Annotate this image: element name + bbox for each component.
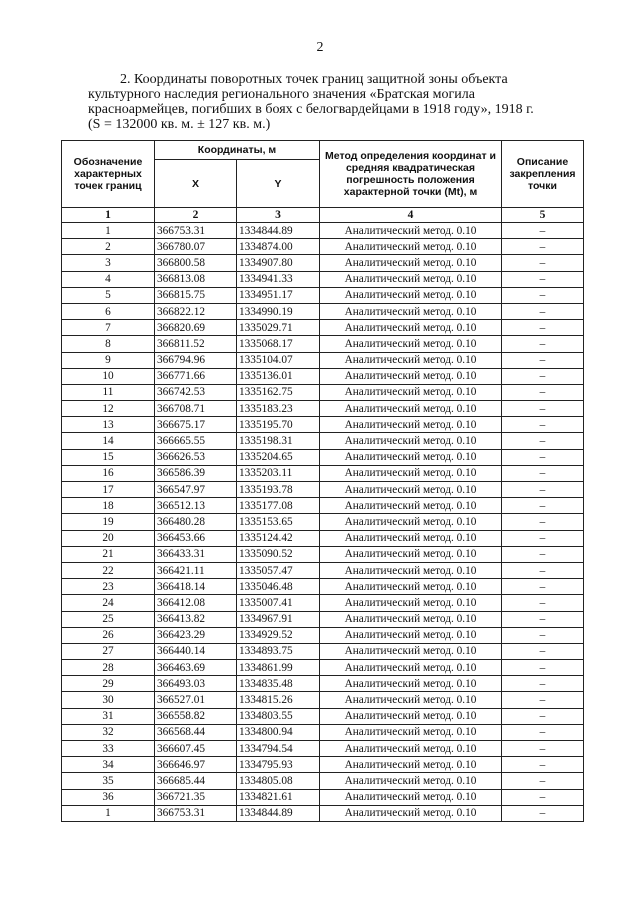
point-number-cell: 6 [62,303,155,319]
description-cell: – [502,660,584,676]
x-coordinate-cell: 366626.53 [155,449,237,465]
table-row [62,514,584,530]
method-cell: Аналитический метод. 0.10 [320,482,502,498]
table-row [62,498,584,514]
point-number-cell: 10 [62,368,155,384]
description-cell: – [502,805,584,821]
y-coordinate-cell: 1334821.61 [237,789,320,805]
description-cell: – [502,287,584,303]
method-cell: Аналитический метод. 0.10 [320,676,502,692]
y-coordinate-cell: 1334951.17 [237,287,320,303]
method-cell: Аналитический метод. 0.10 [320,449,502,465]
x-coordinate-cell: 366675.17 [155,417,237,433]
table-row [62,352,584,368]
point-number-cell: 8 [62,336,155,352]
point-number-cell: 16 [62,465,155,481]
table-row [62,384,584,400]
column-number: 2 [155,208,237,223]
table-row [62,757,584,773]
description-cell: – [502,239,584,255]
y-header: Y [237,160,320,208]
x-coordinate-cell: 366607.45 [155,741,237,757]
table-row [62,692,584,708]
y-coordinate-cell: 1335193.78 [237,482,320,498]
y-coordinate-cell: 1334929.52 [237,627,320,643]
method-cell: Аналитический метод. 0.10 [320,546,502,562]
point-number-cell: 7 [62,320,155,336]
table-row [62,401,584,417]
header-row-top [62,141,584,160]
table-row [62,789,584,805]
x-coordinate-cell: 366811.52 [155,336,237,352]
point-number-cell: 34 [62,757,155,773]
description-cell: – [502,643,584,659]
point-number-cell: 5 [62,287,155,303]
column-number-row [62,208,584,223]
x-coordinate-cell: 366527.01 [155,692,237,708]
point-number-cell: 18 [62,498,155,514]
description-cell: – [502,789,584,805]
x-coordinate-cell: 366453.66 [155,530,237,546]
method-cell: Аналитический метод. 0.10 [320,384,502,400]
description-cell: – [502,530,584,546]
method-cell: Аналитический метод. 0.10 [320,757,502,773]
y-coordinate-cell: 1335068.17 [237,336,320,352]
y-coordinate-cell: 1334805.08 [237,773,320,789]
y-coordinate-cell: 1334803.55 [237,708,320,724]
x-coordinate-cell: 366665.55 [155,433,237,449]
description-cell: – [502,498,584,514]
method-cell: Аналитический метод. 0.10 [320,643,502,659]
y-coordinate-cell: 1335198.31 [237,433,320,449]
description-cell: – [502,627,584,643]
description-cell: – [502,757,584,773]
heading-line-4: (S = 132000 кв. м. ± 127 кв. м.) [88,117,271,132]
point-number-cell: 30 [62,692,155,708]
x-coordinate-cell: 366753.31 [155,805,237,821]
description-cell: – [502,773,584,789]
description-cell: – [502,546,584,562]
method-cell: Аналитический метод. 0.10 [320,773,502,789]
point-number-cell: 24 [62,595,155,611]
y-coordinate-cell: 1334794.54 [237,741,320,757]
point-number-cell: 31 [62,708,155,724]
method-header: Метод определения координат и средняя квадратическая погрешность положения характерной точки (Mt), м [320,141,502,208]
method-cell: Аналитический метод. 0.10 [320,465,502,481]
coordinates-table [61,140,584,822]
y-coordinate-cell: 1335177.08 [237,498,320,514]
method-cell: Аналитический метод. 0.10 [320,417,502,433]
point-number-cell: 17 [62,482,155,498]
x-coordinate-cell: 366433.31 [155,546,237,562]
column-number: 5 [502,208,584,223]
y-coordinate-cell: 1334990.19 [237,303,320,319]
description-cell: – [502,271,584,287]
description-cell: – [502,352,584,368]
column-number: 4 [320,208,502,223]
point-number-cell: 27 [62,643,155,659]
x-coordinate-cell: 366568.44 [155,724,237,740]
method-cell: Аналитический метод. 0.10 [320,708,502,724]
method-cell: Аналитический метод. 0.10 [320,336,502,352]
table-row [62,595,584,611]
x-coordinate-cell: 366721.35 [155,789,237,805]
heading-line-1: 2. Координаты поворотных точек границ защитной зоны объекта [120,72,508,87]
point-number-cell: 32 [62,724,155,740]
x-coordinate-cell: 366493.03 [155,676,237,692]
y-coordinate-cell: 1334893.75 [237,643,320,659]
x-coordinate-cell: 366558.82 [155,708,237,724]
method-cell: Аналитический метод. 0.10 [320,255,502,271]
description-header: Описание закрепления точки [502,141,584,208]
table-row [62,530,584,546]
point-number-cell: 33 [62,741,155,757]
table-row [62,741,584,757]
point-number-cell: 25 [62,611,155,627]
point-number-cell: 1 [62,805,155,821]
x-coordinate-cell: 366813.08 [155,271,237,287]
x-coordinate-cell: 366820.69 [155,320,237,336]
x-coordinate-cell: 366753.31 [155,223,237,239]
method-cell: Аналитический метод. 0.10 [320,530,502,546]
x-coordinate-cell: 366685.44 [155,773,237,789]
y-coordinate-cell: 1335183.23 [237,401,320,417]
point-number-cell: 21 [62,546,155,562]
description-cell: – [502,384,584,400]
point-number-cell: 36 [62,789,155,805]
table-row [62,223,584,239]
method-cell: Аналитический метод. 0.10 [320,579,502,595]
method-cell: Аналитический метод. 0.10 [320,611,502,627]
method-cell: Аналитический метод. 0.10 [320,352,502,368]
x-coordinate-cell: 366794.96 [155,352,237,368]
table-row [62,336,584,352]
x-coordinate-cell: 366512.13 [155,498,237,514]
table-row [62,773,584,789]
description-cell: – [502,433,584,449]
x-coordinate-cell: 366547.97 [155,482,237,498]
method-cell: Аналитический метод. 0.10 [320,595,502,611]
description-cell: – [502,320,584,336]
x-coordinate-cell: 366413.82 [155,611,237,627]
y-coordinate-cell: 1335124.42 [237,530,320,546]
description-cell: – [502,336,584,352]
point-number-cell: 26 [62,627,155,643]
table-row [62,660,584,676]
y-coordinate-cell: 1334800.94 [237,724,320,740]
y-coordinate-cell: 1335090.52 [237,546,320,562]
table-row [62,611,584,627]
x-coordinate-cell: 366771.66 [155,368,237,384]
table-row [62,271,584,287]
method-cell: Аналитический метод. 0.10 [320,271,502,287]
y-coordinate-cell: 1335195.70 [237,417,320,433]
table-row [62,562,584,578]
table-row [62,433,584,449]
y-coordinate-cell: 1335007.41 [237,595,320,611]
table-row [62,465,584,481]
point-number-cell: 4 [62,271,155,287]
x-coordinate-cell: 366780.07 [155,239,237,255]
point-number-cell: 19 [62,514,155,530]
description-cell: – [502,708,584,724]
method-cell: Аналитический метод. 0.10 [320,239,502,255]
description-cell: – [502,482,584,498]
point-number-cell: 9 [62,352,155,368]
table-row [62,708,584,724]
y-coordinate-cell: 1334861.99 [237,660,320,676]
method-cell: Аналитический метод. 0.10 [320,320,502,336]
description-cell: – [502,465,584,481]
table-row [62,546,584,562]
table-row [62,417,584,433]
table-row [62,724,584,740]
table-row [62,449,584,465]
method-cell: Аналитический метод. 0.10 [320,805,502,821]
heading-line-3: красноармейцев, погибших в боях с белогвардейцами в 1918 году», 1918 г. [88,102,534,117]
table-row [62,627,584,643]
point-number-cell: 22 [62,562,155,578]
method-cell: Аналитический метод. 0.10 [320,433,502,449]
y-coordinate-cell: 1334795.93 [237,757,320,773]
method-cell: Аналитический метод. 0.10 [320,692,502,708]
x-coordinate-cell: 366822.12 [155,303,237,319]
description-cell: – [502,303,584,319]
table-row [62,255,584,271]
y-coordinate-cell: 1335029.71 [237,320,320,336]
table-row [62,805,584,821]
coordinates-header: Координаты, м [155,141,320,160]
x-coordinate-cell: 366440.14 [155,643,237,659]
heading-line-2: культурного наследия регионального значения «Братская могила [88,87,475,102]
y-coordinate-cell: 1334874.00 [237,239,320,255]
method-cell: Аналитический метод. 0.10 [320,287,502,303]
y-coordinate-cell: 1335046.48 [237,579,320,595]
point-number-cell: 20 [62,530,155,546]
point-number-cell: 12 [62,401,155,417]
description-cell: – [502,223,584,239]
table-row [62,676,584,692]
point-number-cell: 3 [62,255,155,271]
point-number-cell: 23 [62,579,155,595]
point-number-cell: 11 [62,384,155,400]
description-cell: – [502,611,584,627]
table-row [62,320,584,336]
x-coordinate-cell: 366412.08 [155,595,237,611]
method-cell: Аналитический метод. 0.10 [320,514,502,530]
description-cell: – [502,255,584,271]
x-coordinate-cell: 366815.75 [155,287,237,303]
x-coordinate-cell: 366480.28 [155,514,237,530]
point-number-cell: 35 [62,773,155,789]
y-coordinate-cell: 1334844.89 [237,805,320,821]
method-cell: Аналитический метод. 0.10 [320,498,502,514]
y-coordinate-cell: 1335136.01 [237,368,320,384]
y-coordinate-cell: 1334941.33 [237,271,320,287]
point-number-cell: 28 [62,660,155,676]
x-coordinate-cell: 366463.69 [155,660,237,676]
table-row [62,287,584,303]
x-coordinate-cell: 366423.29 [155,627,237,643]
x-coordinate-cell: 366418.14 [155,579,237,595]
point-number-cell: 1 [62,223,155,239]
description-cell: – [502,579,584,595]
table-row [62,482,584,498]
table-row [62,368,584,384]
description-cell: – [502,676,584,692]
method-cell: Аналитический метод. 0.10 [320,368,502,384]
column-number: 3 [237,208,320,223]
y-coordinate-cell: 1334815.26 [237,692,320,708]
point-number-cell: 2 [62,239,155,255]
description-cell: – [502,724,584,740]
method-cell: Аналитический метод. 0.10 [320,562,502,578]
method-cell: Аналитический метод. 0.10 [320,401,502,417]
method-cell: Аналитический метод. 0.10 [320,789,502,805]
method-cell: Аналитический метод. 0.10 [320,724,502,740]
y-coordinate-cell: 1335057.47 [237,562,320,578]
y-coordinate-cell: 1335153.65 [237,514,320,530]
method-cell: Аналитический метод. 0.10 [320,660,502,676]
x-header: X [155,160,237,208]
table-body [62,223,584,822]
method-cell: Аналитический метод. 0.10 [320,303,502,319]
page-number: 2 [316,40,324,55]
table-row [62,643,584,659]
table-row [62,579,584,595]
x-coordinate-cell: 366708.71 [155,401,237,417]
x-coordinate-cell: 366586.39 [155,465,237,481]
x-coordinate-cell: 366742.53 [155,384,237,400]
y-coordinate-cell: 1334907.80 [237,255,320,271]
table-row [62,239,584,255]
point-number-cell: 13 [62,417,155,433]
description-cell: – [502,368,584,384]
description-cell: – [502,741,584,757]
description-cell: – [502,595,584,611]
column-number: 1 [62,208,155,223]
description-cell: – [502,692,584,708]
y-coordinate-cell: 1335162.75 [237,384,320,400]
method-cell: Аналитический метод. 0.10 [320,627,502,643]
point-number-cell: 29 [62,676,155,692]
y-coordinate-cell: 1334844.89 [237,223,320,239]
section-heading [88,72,580,132]
y-coordinate-cell: 1335204.65 [237,449,320,465]
point-number-cell: 14 [62,433,155,449]
y-coordinate-cell: 1334967.91 [237,611,320,627]
point-designation-header: Обозначение характерных точек границ [62,141,155,208]
x-coordinate-cell: 366421.11 [155,562,237,578]
y-coordinate-cell: 1334835.48 [237,676,320,692]
y-coordinate-cell: 1335104.07 [237,352,320,368]
description-cell: – [502,449,584,465]
x-coordinate-cell: 366800.58 [155,255,237,271]
table-row [62,303,584,319]
y-coordinate-cell: 1335203.11 [237,465,320,481]
description-cell: – [502,562,584,578]
point-number-cell: 15 [62,449,155,465]
x-coordinate-cell: 366646.97 [155,757,237,773]
description-cell: – [502,514,584,530]
description-cell: – [502,401,584,417]
method-cell: Аналитический метод. 0.10 [320,223,502,239]
method-cell: Аналитический метод. 0.10 [320,741,502,757]
description-cell: – [502,417,584,433]
